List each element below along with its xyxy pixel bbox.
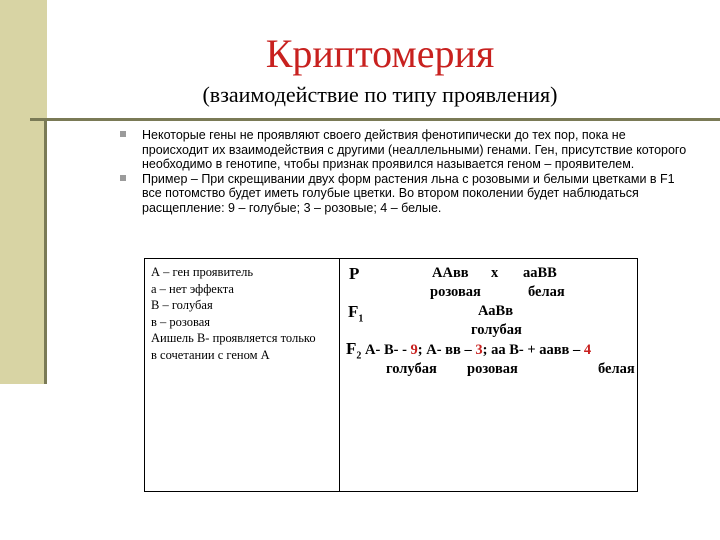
slide-title: Криптомерия (265, 31, 495, 76)
decorative-left-bar (0, 0, 47, 384)
gene-legend (151, 264, 341, 364)
f2-genotype-blue: А- В- - (365, 342, 407, 358)
header-rule (30, 118, 720, 121)
bullet-text: Некоторые гены не проявляют своего действия фенотипически до тех пор, пока не происходит их взаимодействия с другими (неаллельными) генами. Ген, присутствие которого необходимо в генотипе, чтобы признак проявился называется геном – проявителем. (142, 128, 687, 171)
legend-line: в сочетании с геном А (151, 347, 270, 362)
f1-label: $F_1$ (348, 302, 364, 325)
bullet-list (120, 128, 692, 215)
slide-subtitle: (взаимодействие по типу проявления) (202, 82, 558, 107)
f2-phenotype-pink: розовая (467, 361, 518, 377)
square-bullet-icon (120, 131, 126, 137)
f2-phenotype-blue: голубая (386, 361, 437, 377)
f1-genotype: АаВв (478, 303, 514, 319)
f2-count-pink: 3 (475, 342, 483, 358)
square-bullet-icon (120, 175, 126, 181)
bullet-item (120, 172, 692, 216)
parent2-phenotype: белая (528, 284, 565, 300)
side-rule (44, 118, 47, 384)
parent1-genotype: ААвв (432, 265, 469, 281)
legend-line: Аишель В- проявляется только (151, 331, 316, 346)
f2-row: $F_2$ А- В- - 9; А- вв – 3; аа В- + аавв – 4 (346, 339, 592, 362)
cross-sign: х (491, 265, 499, 281)
parents-label: Р (349, 264, 360, 283)
legend-line: а – нет эффекта (151, 281, 234, 296)
f2-count-blue: 9 (410, 342, 418, 358)
f2-genotype-white: аа В- + аавв – (491, 342, 581, 358)
f2-count-white: 4 (583, 342, 592, 358)
bullet-text: Пример – При скрещивании двух форм растения льна с розовыми и белыми цветками в F1 все потомство будет иметь голубые цветки. Во втором поколении будет наблюдаться расщепление: 9 – голубые; 3 – розовые; 4 – белые. (142, 171, 675, 215)
f2-phenotype-white: белая (598, 361, 635, 377)
f2-genotype-pink: А- вв – (426, 342, 472, 358)
legend-line: В – голубая (151, 298, 213, 313)
parent1-phenotype: розовая (430, 284, 481, 300)
legend-line: в – розовая (151, 314, 211, 329)
parent2-genotype: ааВВ (523, 265, 557, 281)
f2-label: $F_2$ (346, 339, 362, 362)
f1-phenotype: голубая (471, 322, 522, 338)
bullet-item (120, 128, 692, 172)
legend-line: А – ген проявитель (151, 265, 254, 279)
